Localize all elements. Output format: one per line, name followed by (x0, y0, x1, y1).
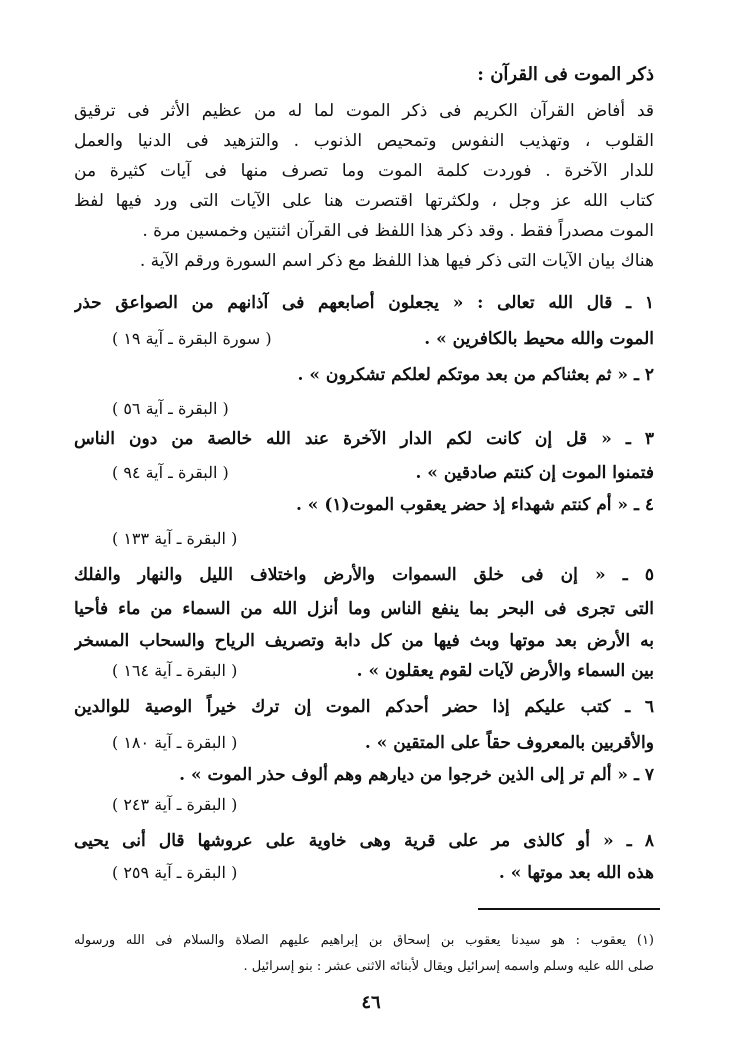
verse-line: ٢ ـ « ثم بعثناكم من بعد موتكم لعلكم تشكرون » . (297, 365, 654, 385)
verse-line: ١ ـ قال الله تعالى : « يجعلون أصابعهم فى آذانهم من الصواعق حذر (74, 293, 654, 313)
intro-line: الموت مصدراً فقط . وقد ذكر هذا اللفظ فى القرآن اثنتين وخمسين مرة . (142, 221, 654, 241)
verse-reference: ( البقرة ـ آية ٢٥٩ ) (112, 863, 238, 882)
verse-line: ٥ ـ « إن فى خلق السموات والأرض واختلاف الليل والنهار والفلك (74, 565, 654, 585)
page-number: ٤٦ (361, 992, 381, 1013)
intro-line: قد أفاض القرآن الكريم فى ذكر الموت لما له من عظيم الأثر فى ترقيق (74, 101, 654, 121)
verse-line: بين السماء والأرض لآيات لقوم يعقلون » . (356, 661, 654, 681)
verse-reference: ( البقرة ـ آية ٢٤٣ ) (112, 795, 238, 814)
verse-line: ٦ ـ كتب عليكم إذا حضر أحدكم الموت إن ترك خيراً الوصية للوالدين (74, 697, 654, 717)
verse-reference: ( البقرة ـ آية ١٣٣ ) (112, 529, 238, 548)
intro-line: للدار الآخرة . فوردت كلمة الموت وما تصرف منها فى آيات كثيرة من (74, 161, 654, 181)
verse-reference: ( سورة البقرة ـ آية ١٩ ) (112, 329, 272, 348)
intro-line: القلوب ، وتهذيب النفوس وتمحيص الذنوب . والتزهيد فى الدنيا والعمل (74, 131, 654, 151)
intro-line: هناك بيان الآيات التى ذكر فيها هذا اللفظ مع ذكر اسم السورة ورقم الآية . (139, 251, 654, 271)
section-heading: ذكر الموت فى القرآن : (477, 64, 654, 85)
footnote-line: صلى الله عليه وسلم واسمه إسرائيل ويقال لأبنائه الاثنى عشر : بنو إسرائيل . (243, 959, 654, 974)
verse-line: فتمنوا الموت إن كنتم صادقين » . (415, 463, 654, 483)
verse-line: ٣ ـ « قل إن كانت لكم الدار الآخرة عند الله خالصة من دون الناس (74, 429, 654, 449)
verse-line: ٧ ـ « ألم تر إلى الذين خرجوا من ديارهم وهم ألوف حذر الموت » . (179, 765, 654, 785)
footnote-line: (١) يعقوب : هو سيدنا يعقوب بن إسحاق بن إبراهيم عليهم الصلاة والسلام فى الله ورسوله (74, 933, 654, 948)
verse-reference: ( البقرة ـ آية ٩٤ ) (112, 463, 229, 482)
verse-line: الموت والله محيط بالكافرين » . (424, 329, 654, 349)
verse-line: ٤ ـ « أم كنتم شهداء إذ حضر يعقوب الموت(١) » . (295, 495, 654, 515)
intro-line: كتاب الله عز وجل ، ولكثرتها اقتصرت هنا على الآيات التى ورد فيها لفظ (74, 191, 654, 211)
verse-line: به الأرض بعد موتها وبث فيها من كل دابة وتصريف الرياح والسحاب المسخر (74, 631, 654, 651)
footnote-divider (478, 908, 660, 910)
verse-reference: ( البقرة ـ آية ١٦٤ ) (112, 661, 238, 680)
verse-line: التى تجرى فى البحر بما ينفع الناس وما أنزل الله من السماء من ماء فأحيا (74, 599, 654, 619)
verse-reference: ( البقرة ـ آية ٥٦ ) (112, 399, 229, 418)
verse-line: هذه الله بعد موتها » . (498, 863, 654, 883)
verse-line: والأقربين بالمعروف حقاً على المتقين » . (364, 733, 654, 753)
verse-reference: ( البقرة ـ آية ١٨٠ ) (112, 733, 238, 752)
verse-line: ٨ ـ « أو كالذى مر على قرية وهى خاوية على عروشها قال أنى يحيى (74, 831, 654, 851)
